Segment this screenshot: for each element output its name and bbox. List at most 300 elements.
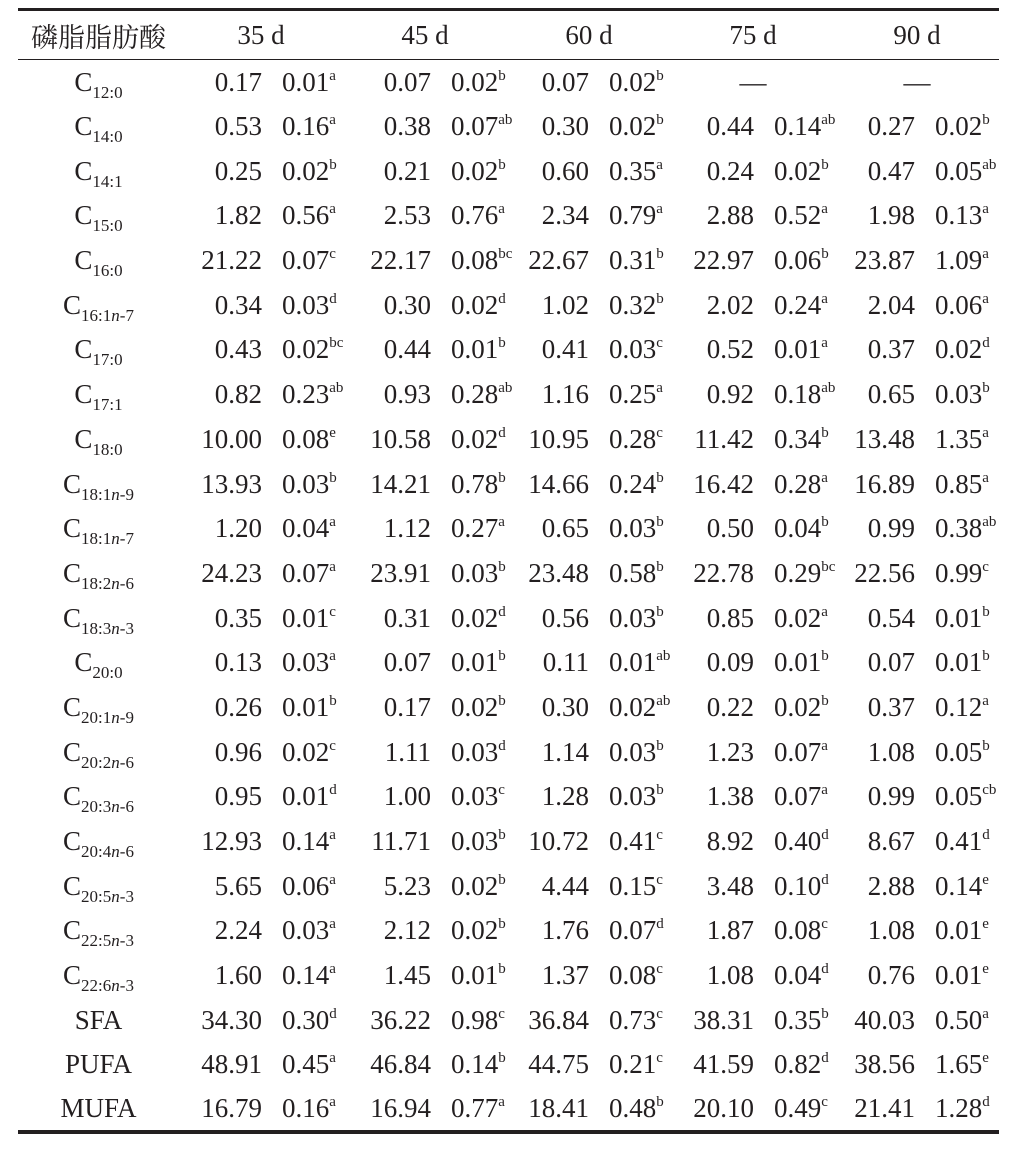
mean-value-60d: 1.28 — [541, 781, 589, 812]
fatty-acid-base: C — [74, 155, 93, 186]
significance-letter: a — [982, 246, 989, 263]
sd-cell-35d — [268, 640, 343, 685]
significance-letter: d — [498, 290, 506, 307]
sd-cell-75d — [760, 685, 835, 730]
sd-cell-75d — [760, 149, 835, 194]
sd-value: 0.14 — [935, 870, 983, 901]
fatty-acid-name — [18, 685, 179, 730]
sd-value: 0.02 — [609, 111, 657, 142]
fatty-acid-subscript: 20:2n-6 — [81, 752, 134, 772]
mean-value-90d: 1.08 — [867, 736, 915, 767]
fatty-acid-subscript: 22:5n-3 — [81, 931, 134, 951]
sd-value: 0.02 — [451, 870, 499, 901]
sd-value: 0.03 — [282, 915, 330, 946]
sd-cell-90d — [921, 551, 999, 596]
sd-value: 0.03 — [609, 781, 657, 812]
mean-value-35d: 24.23 — [201, 557, 262, 588]
sd-cell-75d — [760, 104, 835, 149]
sd-cell-45d — [437, 998, 507, 1043]
significance-letter: a — [329, 558, 336, 575]
sd-value: 0.07 — [282, 245, 330, 276]
sd-value: 0.07 — [609, 915, 657, 946]
significance-letter: a — [821, 469, 828, 486]
sd-cell-90d — [921, 372, 999, 417]
sd-cell-75d — [760, 1087, 835, 1132]
table-row — [18, 1087, 999, 1132]
significance-letter: c — [656, 827, 663, 844]
table-row — [18, 506, 999, 551]
sd-cell-75d — [760, 417, 835, 462]
table-row — [18, 372, 999, 417]
sd-value: 0.73 — [609, 1004, 657, 1035]
fatty-acid-base: C — [63, 870, 82, 901]
fatty-acid-base: C — [74, 334, 93, 365]
sd-value: 0.27 — [451, 513, 499, 544]
fatty-acid-name — [18, 730, 179, 775]
sd-cell-90d — [921, 506, 999, 551]
fatty-acid-base: C — [63, 826, 82, 857]
significance-letter: a — [329, 201, 336, 218]
sd-value: 0.14 — [282, 826, 330, 857]
fatty-acid-table-container — [18, 8, 999, 1134]
table-row — [18, 909, 999, 954]
sd-value: 0.58 — [609, 557, 657, 588]
fatty-acid-subscript: 17:1 — [92, 395, 123, 415]
sd-cell-60d — [595, 104, 671, 149]
sd-cell-75d — [760, 283, 835, 328]
sd-cell-45d — [437, 1043, 507, 1088]
sd-value: 0.02 — [609, 691, 657, 722]
mean-value-45d: 1.11 — [384, 736, 431, 767]
sd-cell-35d — [268, 462, 343, 507]
sd-cell-45d — [437, 328, 507, 373]
mean-value-90d: 0.37 — [867, 691, 915, 722]
fatty-acid-base: PUFA — [64, 1049, 133, 1080]
sd-value: 0.02 — [935, 111, 983, 142]
significance-letter: a — [821, 290, 828, 307]
mean-value-60d: 4.44 — [541, 870, 589, 901]
sd-cell-35d — [268, 1087, 343, 1132]
significance-letter: b — [656, 290, 664, 307]
significance-letter: b — [498, 1050, 506, 1067]
sd-value: 0.49 — [774, 1093, 822, 1124]
sd-cell-35d — [268, 819, 343, 864]
significance-letter: a — [329, 112, 336, 129]
fatty-acid-subscript: 14:0 — [92, 127, 123, 147]
fatty-acid-subscript: 18:1n-9 — [81, 484, 134, 504]
mean-value-45d: 0.93 — [383, 379, 431, 410]
significance-letter: d — [821, 827, 829, 844]
sd-cell-45d — [437, 238, 513, 283]
mean-value-35d: 0.25 — [214, 155, 262, 186]
significance-letter: b — [982, 603, 990, 620]
mean-value-75d: 0.09 — [706, 647, 754, 678]
significance-letter: e — [982, 916, 989, 933]
significance-letter: b — [656, 737, 664, 754]
table-row — [18, 104, 999, 149]
fatty-acid-subscript: 16:1n-7 — [81, 305, 134, 325]
sd-value: 0.03 — [609, 736, 657, 767]
mean-value-90d: 16.89 — [854, 468, 915, 499]
mean-value-45d: 5.23 — [383, 870, 431, 901]
fatty-acid-name — [18, 1043, 179, 1088]
sd-value: 0.99 — [935, 557, 983, 588]
mean-value-60d: 0.41 — [541, 334, 589, 365]
mean-value-35d: 13.93 — [201, 468, 262, 499]
table-row — [18, 238, 999, 283]
fatty-acid-name — [18, 149, 179, 194]
sd-cell-45d — [437, 685, 507, 730]
mean-value-60d: 22.67 — [528, 245, 589, 276]
sd-cell-75d — [760, 998, 835, 1043]
mean-value-45d: 0.38 — [383, 111, 431, 142]
omega-n-letter: n — [111, 484, 120, 504]
sd-cell-45d — [437, 194, 507, 239]
table-row — [18, 149, 999, 194]
significance-letter: a — [329, 67, 336, 84]
sd-value: 0.01 — [282, 781, 330, 812]
header-group-90d: 90 d — [835, 10, 999, 60]
significance-letter: b — [498, 871, 506, 888]
sd-cell-75d — [760, 640, 835, 685]
fatty-acid-name — [18, 194, 179, 239]
mean-value-90d: 0.99 — [867, 781, 915, 812]
table-row — [18, 60, 999, 105]
fatty-acid-base: C — [63, 557, 82, 588]
sd-cell-60d — [595, 328, 671, 373]
sd-cell-45d — [437, 104, 513, 149]
mean-value-35d: 0.82 — [214, 379, 262, 410]
significance-letter: d — [656, 916, 664, 933]
omega-n-letter: n — [111, 886, 120, 906]
significance-letter: c — [329, 737, 336, 754]
significance-letter: ab — [982, 514, 997, 531]
table-row — [18, 685, 999, 730]
significance-letter: b — [329, 469, 337, 486]
significance-letter: b — [498, 67, 506, 84]
significance-letter: a — [982, 692, 989, 709]
mean-value-75d: 0.85 — [706, 602, 754, 633]
significance-letter: c — [498, 782, 505, 799]
table-row — [18, 998, 999, 1043]
sd-cell-90d — [921, 685, 999, 730]
sd-value: 0.79 — [609, 200, 657, 231]
sd-value: 0.03 — [282, 647, 330, 678]
fatty-acid-name — [18, 238, 179, 283]
mean-value-45d: 1.12 — [383, 513, 431, 544]
mean-value-35d: 0.95 — [214, 781, 262, 812]
significance-letter: e — [982, 1050, 989, 1067]
sd-cell-75d — [760, 909, 835, 954]
significance-letter: ab — [982, 156, 997, 173]
mean-value-90d: 38.56 — [854, 1049, 915, 1080]
fatty-acid-subscript: 18:1n-7 — [81, 529, 134, 549]
sd-cell-35d — [268, 998, 343, 1043]
fatty-acid-base: C — [74, 423, 93, 454]
table-row — [18, 417, 999, 462]
fatty-acid-subscript: 20:5n-3 — [81, 886, 134, 906]
sd-value: 0.01 — [935, 960, 983, 991]
fatty-acid-name — [18, 551, 179, 596]
table-row — [18, 953, 999, 998]
header-fatty-acid: 磷脂脂肪酸 — [18, 10, 179, 60]
table-row — [18, 328, 999, 373]
mean-value-35d: 0.26 — [214, 691, 262, 722]
table-row — [18, 775, 999, 820]
mean-value-45d: 0.21 — [383, 155, 431, 186]
sd-value: 0.01 — [451, 960, 499, 991]
header-group-60d: 60 d — [507, 10, 671, 60]
significance-letter: a — [656, 156, 663, 173]
sd-value: 0.03 — [282, 468, 330, 499]
sd-cell-45d — [437, 909, 507, 954]
fatty-acid-base: C — [63, 736, 82, 767]
table-body — [18, 60, 999, 1133]
sd-cell-45d — [437, 730, 507, 775]
table-row — [18, 283, 999, 328]
mean-value-60d: 1.16 — [541, 379, 589, 410]
header-group-45d: 45 d — [343, 10, 507, 60]
fatty-acid-subscript: 18:0 — [92, 439, 123, 459]
sd-cell-45d — [437, 775, 507, 820]
mean-value-45d: 36.22 — [370, 1004, 431, 1035]
significance-letter: b — [821, 692, 829, 709]
sd-value: 0.01 — [451, 647, 499, 678]
significance-letter: a — [821, 335, 828, 352]
sd-value: 0.06 — [282, 870, 330, 901]
mean-value-90d: 0.65 — [867, 379, 915, 410]
significance-letter: ab — [498, 112, 513, 129]
significance-letter: d — [498, 424, 506, 441]
significance-letter: ab — [656, 648, 671, 665]
fatty-acid-name — [18, 372, 179, 417]
sd-value: 0.01 — [935, 915, 983, 946]
significance-letter: c — [656, 1005, 663, 1022]
fatty-acid-base: SFA — [74, 1004, 123, 1035]
mean-value-75d: 22.78 — [693, 557, 754, 588]
sd-value: 0.05 — [935, 155, 983, 186]
sd-value: 0.28 — [451, 379, 499, 410]
mean-value-35d: 21.22 — [201, 245, 262, 276]
sd-cell-90d — [921, 998, 999, 1043]
significance-letter: b — [821, 1005, 829, 1022]
omega-n-letter: n — [111, 797, 120, 817]
table-row — [18, 596, 999, 641]
significance-letter: b — [821, 424, 829, 441]
sd-value: 0.08 — [282, 423, 330, 454]
significance-letter: a — [821, 603, 828, 620]
omega-n-letter: n — [111, 931, 120, 951]
significance-letter: ab — [821, 112, 836, 129]
sd-cell-35d — [268, 194, 343, 239]
mean-value-75d: 0.44 — [706, 111, 754, 142]
fatty-acid-name — [18, 909, 179, 954]
significance-letter: a — [329, 916, 336, 933]
sd-value: 0.02 — [451, 915, 499, 946]
sd-value: 0.82 — [774, 1049, 822, 1080]
sd-cell-90d — [921, 730, 999, 775]
mean-value-90d: 13.48 — [854, 423, 915, 454]
significance-letter: bc — [498, 246, 513, 263]
sd-value: 0.07 — [774, 736, 822, 767]
mean-value-75d: 11.42 — [694, 423, 754, 454]
sd-cell-60d — [595, 864, 671, 909]
fatty-acid-subscript: 18:3n-3 — [81, 618, 134, 638]
sd-value: 0.02 — [609, 66, 657, 97]
significance-letter: b — [498, 961, 506, 978]
sd-value: 0.03 — [609, 602, 657, 633]
fatty-acid-base: C — [63, 915, 82, 946]
significance-letter: c — [498, 1005, 505, 1022]
significance-letter: a — [821, 782, 828, 799]
significance-letter: a — [329, 1050, 336, 1067]
significance-letter: b — [821, 156, 829, 173]
sd-value: 0.28 — [609, 423, 657, 454]
mean-value-75d: 8.92 — [706, 826, 754, 857]
mean-value-90d: 23.87 — [854, 245, 915, 276]
fatty-acid-base: C — [74, 379, 93, 410]
sd-value: 0.01 — [774, 334, 822, 365]
mean-value-35d: 2.24 — [214, 915, 262, 946]
significance-letter: b — [498, 469, 506, 486]
significance-letter: a — [982, 201, 989, 218]
sd-cell-60d — [595, 1043, 671, 1088]
sd-value: 0.31 — [609, 245, 657, 276]
mean-value-75d: 38.31 — [693, 1004, 754, 1035]
sd-value: 0.03 — [609, 334, 657, 365]
mean-value-45d: 0.31 — [383, 602, 431, 633]
omega-n-letter: n — [111, 707, 120, 727]
mean-value-60d: 0.07 — [541, 66, 589, 97]
sd-value: 0.02 — [282, 334, 330, 365]
significance-letter: b — [498, 827, 506, 844]
mean-value-90d: 21.41 — [835, 1087, 921, 1132]
omega-n-letter: n — [111, 752, 120, 772]
not-detected-cell-90d: — — [903, 66, 931, 97]
mean-value-60d: 1.37 — [541, 960, 589, 991]
mean-value-90d: 0.54 — [867, 602, 915, 633]
sd-value: 0.03 — [609, 513, 657, 544]
mean-value-75d: 1.87 — [706, 915, 754, 946]
sd-value: 0.03 — [451, 736, 499, 767]
sd-cell-35d — [268, 506, 343, 551]
sd-cell-45d — [437, 372, 513, 417]
fatty-acid-name — [18, 864, 179, 909]
mean-value-75d: 2.02 — [706, 289, 754, 320]
sd-cell-35d — [268, 60, 343, 105]
fatty-acid-base: MUFA — [60, 1093, 137, 1124]
table-row — [18, 551, 999, 596]
mean-value-45d: 0.07 — [383, 66, 431, 97]
significance-letter: a — [329, 514, 336, 531]
mean-value-35d: 34.30 — [201, 1004, 262, 1035]
significance-letter: b — [656, 112, 664, 129]
fatty-acid-base: C — [63, 781, 82, 812]
fatty-acid-subscript: 20:0 — [92, 663, 123, 683]
mean-value-45d: 14.21 — [370, 468, 431, 499]
sd-cell-75d — [760, 864, 835, 909]
sd-value: 1.35 — [935, 423, 983, 454]
mean-value-45d: 2.12 — [383, 915, 431, 946]
sd-cell-90d — [921, 596, 999, 641]
significance-letter: b — [329, 692, 337, 709]
table-row — [18, 640, 999, 685]
sd-cell-60d — [595, 953, 671, 998]
sd-value: 0.24 — [609, 468, 657, 499]
significance-letter: a — [656, 201, 663, 218]
significance-letter: a — [982, 290, 989, 307]
sd-cell-45d — [437, 462, 507, 507]
sd-value: 0.14 — [451, 1049, 499, 1080]
significance-letter: c — [821, 1094, 828, 1111]
mean-value-60d: 0.60 — [541, 155, 589, 186]
sd-value: 0.04 — [774, 960, 822, 991]
significance-letter: a — [821, 737, 828, 754]
mean-value-45d: 46.84 — [370, 1049, 431, 1080]
sd-cell-45d — [437, 551, 507, 596]
sd-cell-60d — [595, 685, 671, 730]
sd-value: 0.16 — [282, 1093, 330, 1124]
fatty-acid-subscript: 18:2n-6 — [81, 573, 134, 593]
sd-cell-75d — [760, 506, 835, 551]
mean-value-35d: 16.79 — [179, 1087, 268, 1132]
mean-value-75d: 1.08 — [706, 960, 754, 991]
mean-value-60d: 0.11 — [542, 647, 589, 678]
sd-cell-35d — [268, 864, 343, 909]
sd-cell-60d — [595, 551, 671, 596]
significance-letter: c — [656, 335, 663, 352]
mean-value-45d: 0.07 — [383, 647, 431, 678]
fatty-acid-name — [18, 998, 179, 1043]
mean-value-90d: 0.07 — [867, 647, 915, 678]
sd-value: 0.13 — [935, 200, 983, 231]
sd-value: 0.32 — [609, 289, 657, 320]
mean-value-75d: 1.23 — [706, 736, 754, 767]
significance-letter: e — [982, 961, 989, 978]
sd-value: 0.35 — [609, 155, 657, 186]
sd-value: 0.29 — [774, 557, 822, 588]
mean-value-45d: 1.00 — [383, 781, 431, 812]
mean-value-45d: 0.44 — [383, 334, 431, 365]
sd-value: 0.03 — [935, 379, 983, 410]
significance-letter: a — [329, 871, 336, 888]
mean-value-35d: 0.96 — [214, 736, 262, 767]
omega-n-letter: n — [111, 618, 120, 638]
mean-value-90d: 0.99 — [867, 513, 915, 544]
mean-value-45d: 11.71 — [371, 826, 431, 857]
table-row — [18, 462, 999, 507]
sd-cell-75d — [760, 953, 835, 998]
mean-value-90d: 8.67 — [867, 826, 915, 857]
significance-letter: c — [982, 558, 989, 575]
mean-value-90d: 2.88 — [867, 870, 915, 901]
mean-value-45d: 23.91 — [370, 557, 431, 588]
omega-n-letter: n — [111, 529, 120, 549]
significance-letter: a — [656, 380, 663, 397]
significance-letter: d — [498, 603, 506, 620]
sd-cell-90d — [921, 1043, 999, 1088]
sd-cell-60d — [595, 998, 671, 1043]
sd-cell-75d — [760, 238, 835, 283]
sd-value: 0.30 — [282, 1004, 330, 1035]
sd-value: 0.07 — [451, 111, 499, 142]
sd-cell-75d — [760, 372, 835, 417]
sd-cell-45d — [437, 506, 507, 551]
significance-letter: b — [656, 514, 664, 531]
sd-cell-35d — [268, 909, 343, 954]
sd-value: 0.08 — [451, 245, 499, 276]
sd-cell-75d — [760, 328, 835, 373]
